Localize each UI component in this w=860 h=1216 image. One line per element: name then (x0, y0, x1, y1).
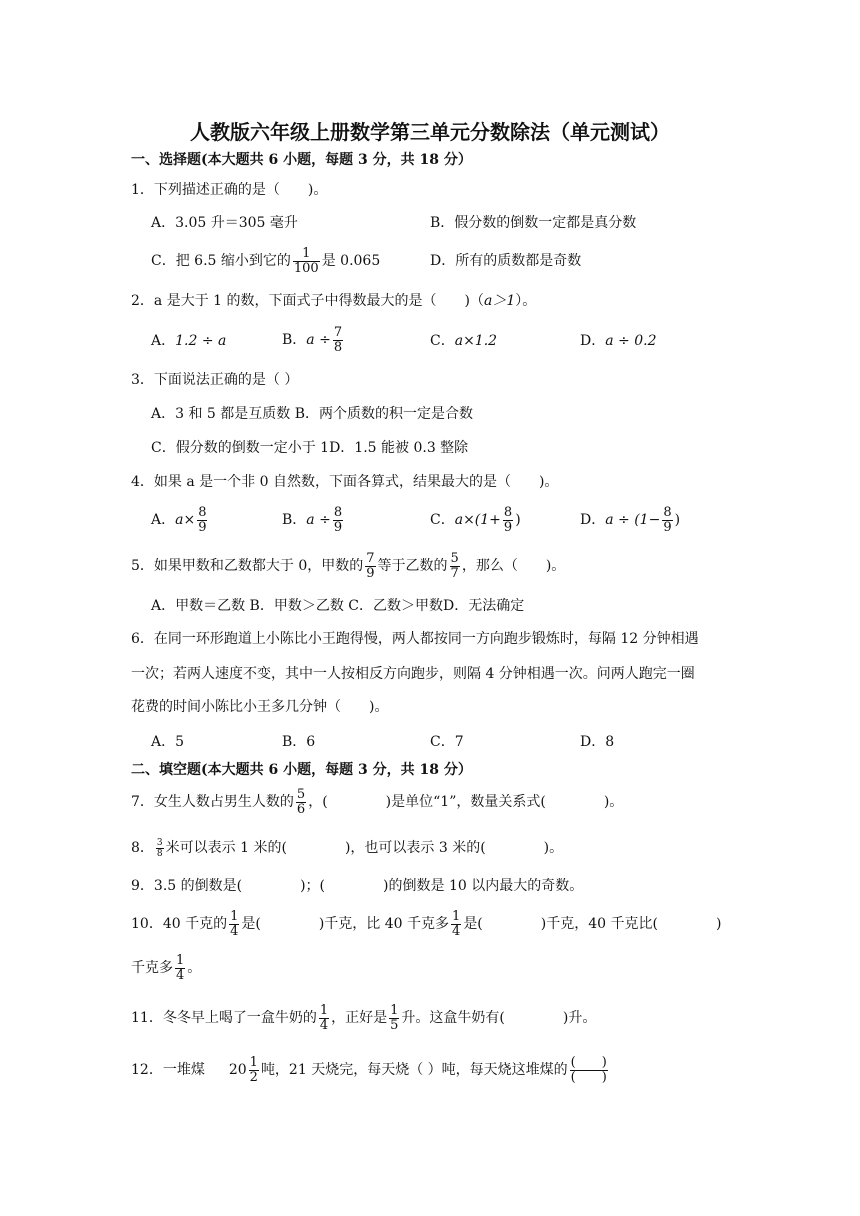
q4-option-d: D．a ÷ (1− $\frac{8}{9}$ ) (580, 504, 681, 535)
question-3-stem: 3．下面说法正确的是（ ） (131, 372, 299, 388)
q2-option-c: C．a×1.2 (430, 333, 498, 349)
question-6-line-3: 花费的时间小陈比小王多几分钟（ )。 (131, 699, 389, 715)
q2-option-b: B．a ÷ $\frac{7}{8}$ (282, 324, 343, 355)
q2-option-d: D．a ÷ 0.2 (580, 333, 657, 349)
question-8: 8． $\frac{3}{8}$ 米可以表示 1 米的( )，也可以表示 3 米的( )。 (131, 837, 564, 859)
q4-option-b: B．a ÷ $\frac{8}{9}$ (282, 504, 343, 535)
q1-option-d: D．所有的质数都是奇数 (430, 253, 582, 269)
q1-option-c: C．把 6.5 缩小到它的 $\frac{1}{100}$ 是 0.065 (151, 245, 381, 276)
question-4-stem: 4．如果 a 是一个非 0 自然数，下面各算式，结果最大的是（ )。 (131, 474, 559, 490)
page-title: 人教版六年级上册数学第三单元分数除法（单元测试） (190, 120, 670, 144)
question-6-line-2: 一次；若两人速度不变，其中一人按相反方向跑步，则隔 4 分钟相遇一次。问两人跑完一圈 (131, 666, 695, 682)
q3-options-ab: A．3 和 5 都是互质数 B．两个质数的积一定是合数 (151, 406, 474, 422)
question-5-stem: 5．如果甲数和乙数都大于 0，甲数的 $\frac{7}{9}$ 等于乙数的 $\frac{5}{7}$ ，那么（ )。 (131, 550, 566, 581)
q3-options-cd: C．假分数的倒数一定小于 1D．1.5 能被 0.3 整除 (151, 440, 469, 456)
q6-option-d: D．8 (580, 734, 615, 750)
question-7: 7．女生人数占男生人数的 $\frac{5}{6}$ ，( )是单位“1”，数量关系式( )。 (131, 786, 624, 817)
q2-option-a: A．1.2 ÷ a (151, 333, 227, 349)
question-12: 12．一堆煤 20 $\frac{1}{2}$ 吨，21 天烧完，每天烧（ ）吨，每天烧这堆煤的 ( ) ( ) (131, 1054, 607, 1085)
q1-option-a: A．3.05 升＝305 毫升 (151, 215, 298, 231)
question-10-line-2: 千克多 $\frac{1}{4}$ 。 (131, 952, 202, 983)
question-10-line-1: 10．40 千克的 $\frac{1}{4}$ 是( )千克，比 40 千克多 $\frac{1}{4}$ 是( )千克，40 千克比( ) (131, 908, 722, 939)
question-11: 11．冬冬早上喝了一盒牛奶的 $\frac{1}{4}$ ，正好是 $\frac{1}{5}$ 升。这盒牛奶有( )升。 (131, 1002, 597, 1033)
q4-option-c: C．a×(1+ $\frac{8}{9}$ ) (430, 504, 521, 535)
q6-option-a: A．5 (151, 734, 185, 750)
q6-option-b: B．6 (282, 734, 316, 750)
section-heading-choice: 一、选择题(本大题共 6 小题，每题 3 分，共 18 分） (131, 152, 472, 168)
q6-option-c: C．7 (430, 734, 464, 750)
q5-options: A．甲数＝乙数 B．甲数＞乙数 C．乙数＞甲数D．无法确定 (151, 598, 525, 614)
q4-option-a: A．a× $\frac{8}{9}$ (151, 504, 207, 535)
question-9: 9．3.5 的倒数是( )；( )的倒数是 10 以内最大的奇数。 (131, 878, 584, 894)
q1-option-b: B．假分数的倒数一定都是真分数 (430, 215, 637, 231)
section-heading-fill: 二、填空题(本大题共 6 小题，每题 3 分，共 18 分） (131, 762, 472, 778)
question-2-stem: 2．a 是大于 1 的数，下面式子中得数最大的是（ )（a＞1）。 (131, 293, 537, 309)
question-1-stem: 1．下列描述正确的是（ )。 (131, 182, 328, 198)
question-6-line-1: 6．在同一环形跑道上小陈比小王跑得慢，两人都按同一方向跑步锻炼时，每隔 12 分钟相遇 (131, 631, 699, 647)
